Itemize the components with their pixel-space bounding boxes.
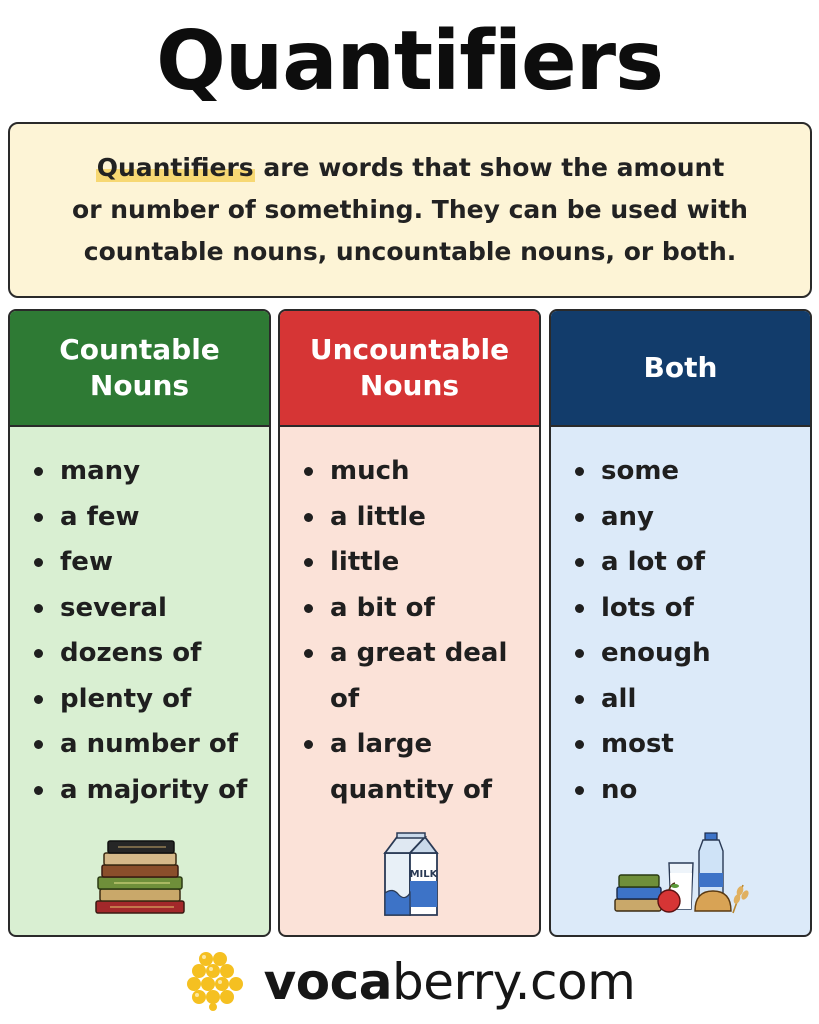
uncountable-nouns-column [278, 309, 541, 937]
list-item: plenty of [32, 677, 269, 723]
page-title: Quantifiers [156, 14, 663, 109]
food-group-icon [551, 829, 810, 917]
both-column [549, 309, 812, 937]
berry-logo-icon [184, 949, 254, 1015]
milk-carton-icon [280, 831, 539, 917]
highlighted-term: Quantifiers [96, 153, 254, 182]
countable-nouns-column [8, 309, 271, 937]
heading-line: Both [643, 351, 718, 384]
svg-text:MILK: MILK [409, 869, 437, 880]
uncountable-column-heading [280, 311, 539, 427]
list-item: much [302, 449, 539, 495]
list-item: a few [32, 495, 269, 541]
definition-line-3: countable nouns, uncountable nouns, or both. [83, 237, 737, 266]
definition-box [8, 122, 812, 298]
list-item: a number of [32, 722, 269, 768]
heading-line: Nouns [89, 369, 190, 402]
list-item: enough [573, 631, 810, 677]
list-item: a majority of [32, 768, 269, 814]
footer-brand [0, 945, 819, 1019]
list-item: little [302, 540, 539, 586]
list-item: a lot of [573, 540, 810, 586]
list-item: several [32, 586, 269, 632]
list-item: few [32, 540, 269, 586]
list-item: lots of [573, 586, 810, 632]
list-item: many [32, 449, 269, 495]
list-item: a great deal of [302, 631, 539, 722]
definition-line-2: or number of something. They can be used with [72, 195, 748, 224]
list-item: dozens of [32, 631, 269, 677]
list-item: a little [302, 495, 539, 541]
countable-column-heading [10, 311, 269, 427]
definition-line-1 [96, 147, 725, 189]
heading-line: Nouns [359, 369, 460, 402]
both-column-heading [551, 311, 810, 427]
list-item: a large quantity of [302, 722, 539, 813]
list-item: some [573, 449, 810, 495]
list-item: most [573, 722, 810, 768]
heading-line: Countable [59, 333, 220, 366]
list-item: a bit of [302, 586, 539, 632]
list-item: all [573, 677, 810, 723]
list-item: no [573, 768, 810, 814]
books-icon [10, 835, 269, 917]
list-item: any [573, 495, 810, 541]
heading-line: Uncountable [309, 333, 510, 366]
brand-name: vocaberry.com [263, 953, 636, 1011]
definition-text-1: are words that show the amount [254, 153, 725, 182]
